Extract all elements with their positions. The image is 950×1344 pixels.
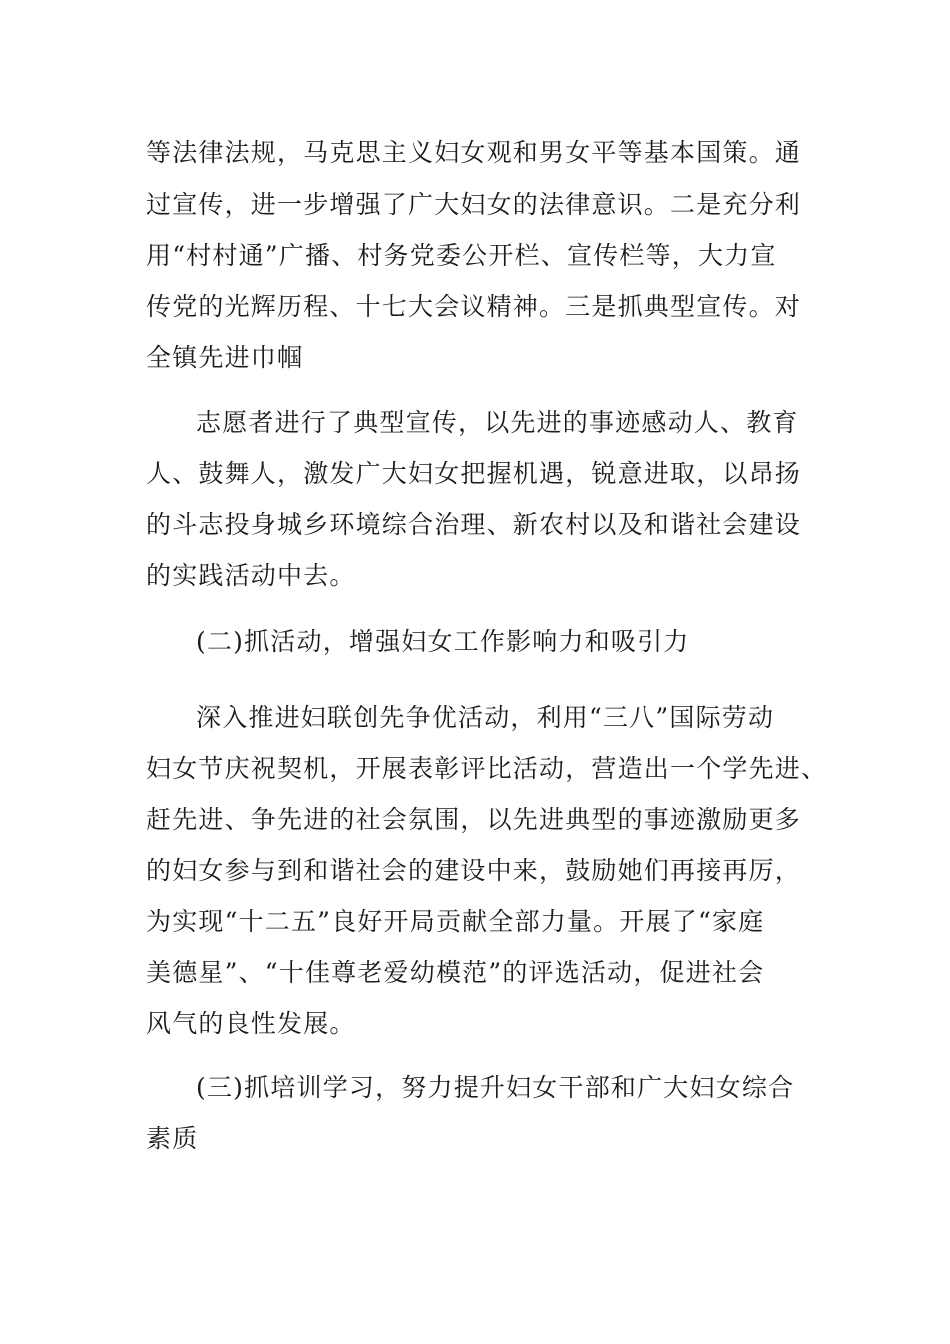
paragraph-1-line-4: 传党的光辉历程、十七大会议精神。三是抓典型宣传。对 xyxy=(146,292,802,321)
paragraph-1-line-1: 等法律法规，马克思主义妇女观和男女平等基本国策。通 xyxy=(146,138,802,167)
paragraph-1-line-5: 全镇先进巾帼 xyxy=(146,343,304,372)
paragraph-2-line-3: 的斗志投身城乡环境综合治理、新农村以及和谐社会建设 xyxy=(146,510,802,539)
paragraph-2-line-2: 人、鼓舞人，激发广大妇女把握机遇，锐意进取，以昂扬 xyxy=(146,459,802,488)
section-heading-3-line-1: (三)抓培训学习，努力提升妇女干部和广大妇女综合 xyxy=(196,1073,795,1102)
paragraph-4-line-1: 深入推进妇联创先争优活动，利用“三八”国际劳动 xyxy=(196,703,775,732)
paragraph-1-line-3: 用“村村通”广播、村务党委公开栏、宣传栏等，大力宣 xyxy=(146,241,777,270)
section-heading-3-line-2: 素质 xyxy=(146,1124,199,1153)
paragraph-2-line-1: 志愿者进行了典型宣传，以先进的事迹感动人、教育 xyxy=(196,408,799,437)
paragraph-1-line-2: 过宣传，进一步增强了广大妇女的法律意识。二是充分利 xyxy=(146,190,802,219)
paragraph-4-line-2: 妇女节庆祝契机，开展表彰评比活动，营造出一个学先进、 xyxy=(146,754,828,783)
section-heading-2: (二)抓活动，增强妇女工作影响力和吸引力 xyxy=(196,627,690,656)
paragraph-4-line-4: 的妇女参与到和谐社会的建设中来，鼓励她们再接再厉， xyxy=(146,856,802,885)
paragraph-4-line-3: 赶先进、争先进的社会氛围，以先进典型的事迹激励更多 xyxy=(146,805,802,834)
paragraph-4-line-6: 美德星”、“十佳尊老爱幼模范”的评选活动，促进社会 xyxy=(146,958,765,987)
paragraph-4-line-7: 风气的良性发展。 xyxy=(146,1009,356,1038)
paragraph-4-line-5: 为实现“十二五”良好开局贡献全部力量。开展了“家庭 xyxy=(146,907,765,936)
paragraph-2-line-4: 的实践活动中去。 xyxy=(146,561,356,590)
